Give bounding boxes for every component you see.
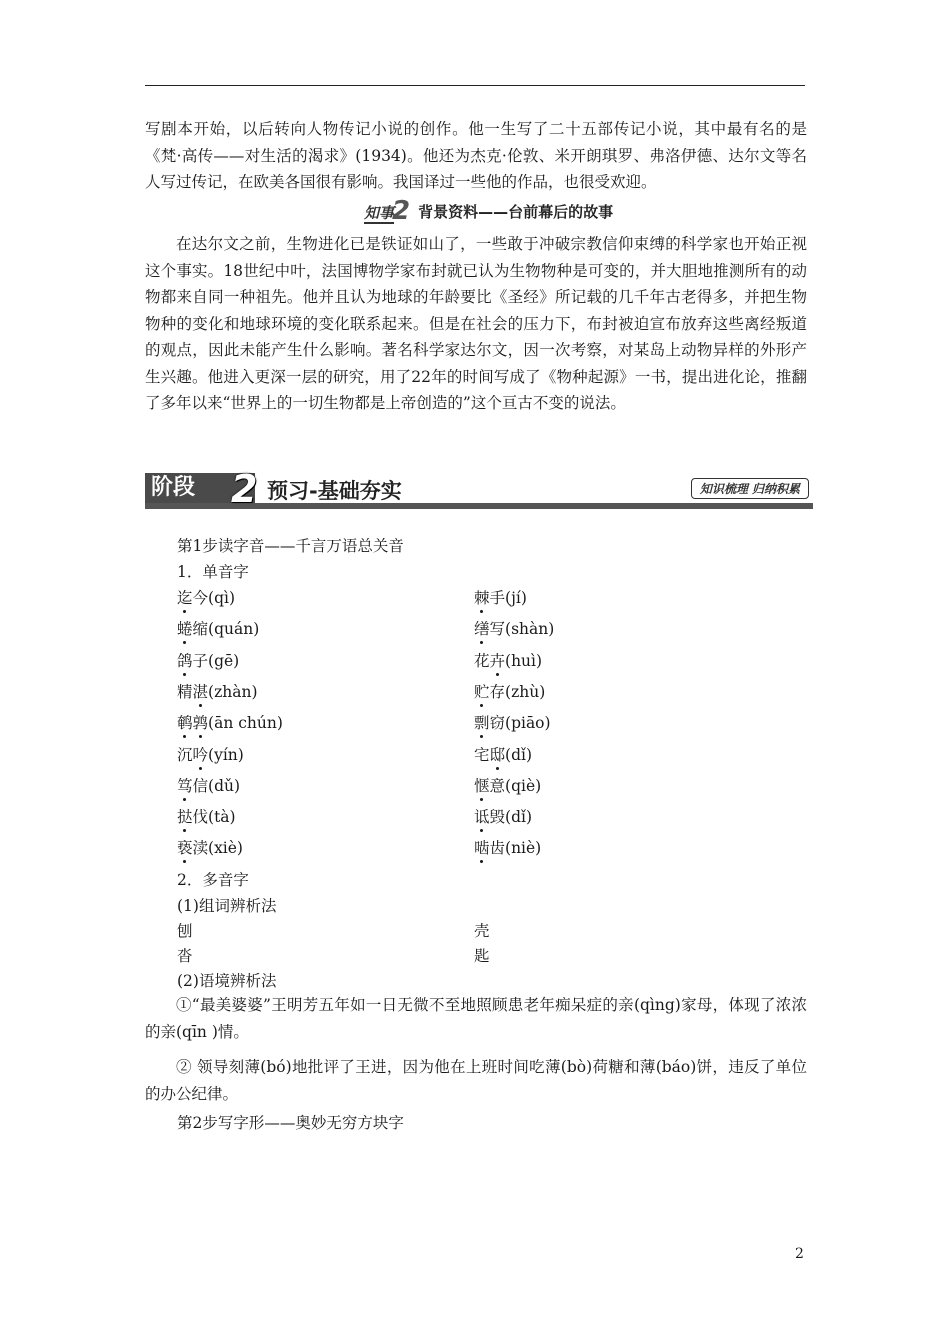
single-char-right-item	[474, 774, 541, 796]
section-title: 背景资料——台前幕后的故事	[418, 202, 614, 221]
pinyin-text: 意(qiè)	[489, 776, 542, 795]
header-rule	[145, 85, 805, 86]
stage-label: 阶段	[145, 473, 255, 503]
single-char-right-item	[474, 743, 532, 765]
step1-heading: 第1步读字音——千言万语总关音	[177, 537, 404, 555]
emphasized-char: 邸	[490, 743, 506, 765]
stage-banner	[145, 467, 813, 511]
emphasized-char: 吟	[193, 743, 209, 765]
plain-char: 花	[474, 651, 490, 670]
pinyin-text: (dǐ)	[505, 745, 533, 764]
pinyin-text: 毁(dǐ)	[489, 808, 532, 827]
emphasized-char: 迄	[177, 586, 193, 608]
single-char-right-item	[474, 680, 545, 702]
pinyin-text: 手(jí)	[489, 589, 527, 607]
pinyin-text: 子(gē)	[192, 651, 240, 670]
multi-char-heading: 2．多音字	[177, 871, 249, 889]
background-paragraph: 在达尔文之前，生物进化已是铁证如山了，一些敢于冲破宗教信仰束缚的科学家也开始正视这个事实。18世纪中叶，法国博物学家布封就已认为生物物种是可变的，并大胆地推测所有的动物都来自同一种祖先。他并且认为地球的年龄要比《圣经》所记载的几千年古老得多，并把生物物种的变化和地球环境的变化联系起来。但是在社会的压力下，布封被迫宣布放弃这些离经叛道的观点，因此未能产生什么影响。著名科学家达尔文，因一次考察，对某岛上动物异样的外形产生兴趣。他进入更深一层的研究，用了22年的时间写成了《物种起源》一书，提出进化论，推翻了多年以来“世界上的一切生物都是上帝创造的”这个亘古不变的说法。	[145, 235, 807, 412]
single-char-left-item	[177, 649, 239, 671]
group-method-heading: (1)组词辨析法	[177, 897, 277, 915]
emphasized-char: 鹑	[193, 711, 209, 733]
group-char-right-1: 壳	[474, 922, 490, 940]
knowledge-badge-label: 知事	[364, 204, 395, 222]
knowledge-badge-number: 2	[392, 196, 411, 226]
single-char-left-item	[177, 836, 243, 858]
intro-paragraph: 写剧本开始，以后转向人物传记小说的创作。他一生写了二十五部传记小说，其中最有名的是《梵·高传——对生活的渴求》(1934)。他还为杰克·伦敦、米开朗琪罗、弗洛伊德、达尔文等名人写过传记，在欧美各国很有影响。我国译过一些他的作品，也很受欢迎。	[145, 120, 807, 191]
stage-title: 预习-基础夯实	[267, 479, 402, 503]
plain-char: 宅	[474, 745, 490, 764]
pinyin-text: 齿(niè)	[489, 839, 542, 858]
knowledge-badge	[364, 198, 410, 224]
pinyin-text: (yín)	[208, 745, 244, 764]
emphasized-char: 卉	[490, 649, 506, 671]
group-char-left-1: 刨	[177, 922, 193, 940]
plain-char: 沉	[177, 745, 193, 764]
emphasized-char: 蜷	[177, 617, 193, 639]
pinyin-text: (zhàn)	[208, 682, 258, 701]
emphasized-char: 挞	[177, 805, 193, 827]
group-char-right-2: 匙	[474, 947, 490, 965]
context-sentence-1: ①“最美婆婆”王明芳五年如一日无微不至地照顾患老年痴呆症的亲(qìng)家母，体现了浓浓的亲(qīn )情。	[145, 996, 807, 1041]
stage-number: 2	[231, 467, 258, 511]
plain-char: 精	[177, 682, 193, 701]
emphasized-char: 鹌	[177, 711, 193, 733]
single-char-right-item	[474, 805, 532, 827]
emphasized-char: 剽	[474, 711, 490, 733]
group-char-left-2: 沓	[177, 947, 193, 965]
stage-tag: 知识梳理 归纳积累	[691, 478, 809, 499]
emphasized-char: 惬	[474, 774, 490, 796]
single-char-left-item	[177, 711, 283, 733]
single-char-right-item	[474, 617, 554, 639]
pinyin-text: (huì)	[505, 651, 543, 670]
pinyin-text: 渎(xiè)	[192, 839, 243, 858]
emphasized-char: 笃	[177, 774, 193, 796]
pinyin-text: 缩(quán)	[192, 620, 260, 639]
pinyin-text: 窃(piāo)	[489, 714, 551, 733]
emphasized-char: 湛	[193, 680, 209, 702]
emphasized-char: 鸽	[177, 649, 193, 671]
emphasized-char: 诋	[474, 805, 490, 827]
step2-heading: 第2步写字形——奥妙无穷方块字	[177, 1114, 404, 1132]
emphasized-char: 缮	[474, 617, 490, 639]
pinyin-text: (ān chún)	[208, 714, 283, 733]
pinyin-text: 写(shàn)	[489, 620, 555, 639]
single-char-left-item	[177, 617, 259, 639]
pinyin-text: 伐(tà)	[192, 808, 236, 827]
single-char-right-item	[474, 836, 541, 858]
single-char-left-item	[177, 805, 236, 827]
single-char-right-item	[474, 649, 542, 671]
pinyin-text: 信(dǔ)	[192, 776, 241, 795]
emphasized-char: 棘	[474, 586, 490, 608]
emphasized-char: 啮	[474, 836, 490, 858]
section-heading-background	[364, 197, 613, 225]
pinyin-text: 今(qì)	[192, 589, 235, 607]
single-char-right-item	[474, 586, 527, 608]
pinyin-text: 存(zhù)	[489, 682, 546, 701]
emphasized-char: 贮	[474, 680, 490, 702]
page-number: 2	[795, 1246, 804, 1262]
single-char-heading: 1．单音字	[177, 563, 249, 581]
single-char-left-item	[177, 774, 240, 796]
single-char-left-item	[177, 743, 244, 765]
context-method-heading: (2)语境辨析法	[177, 972, 277, 990]
single-char-left-item	[177, 680, 258, 702]
single-char-right-item	[474, 711, 551, 733]
context-sentence-2: ② 领导刻薄(bó)地批评了王进，因为他在上班时间吃薄(bò)荷糖和薄(báo)饼，违反了单位的办公纪律。	[145, 1058, 807, 1103]
emphasized-char: 亵	[177, 836, 193, 858]
single-char-left-item	[177, 586, 235, 608]
